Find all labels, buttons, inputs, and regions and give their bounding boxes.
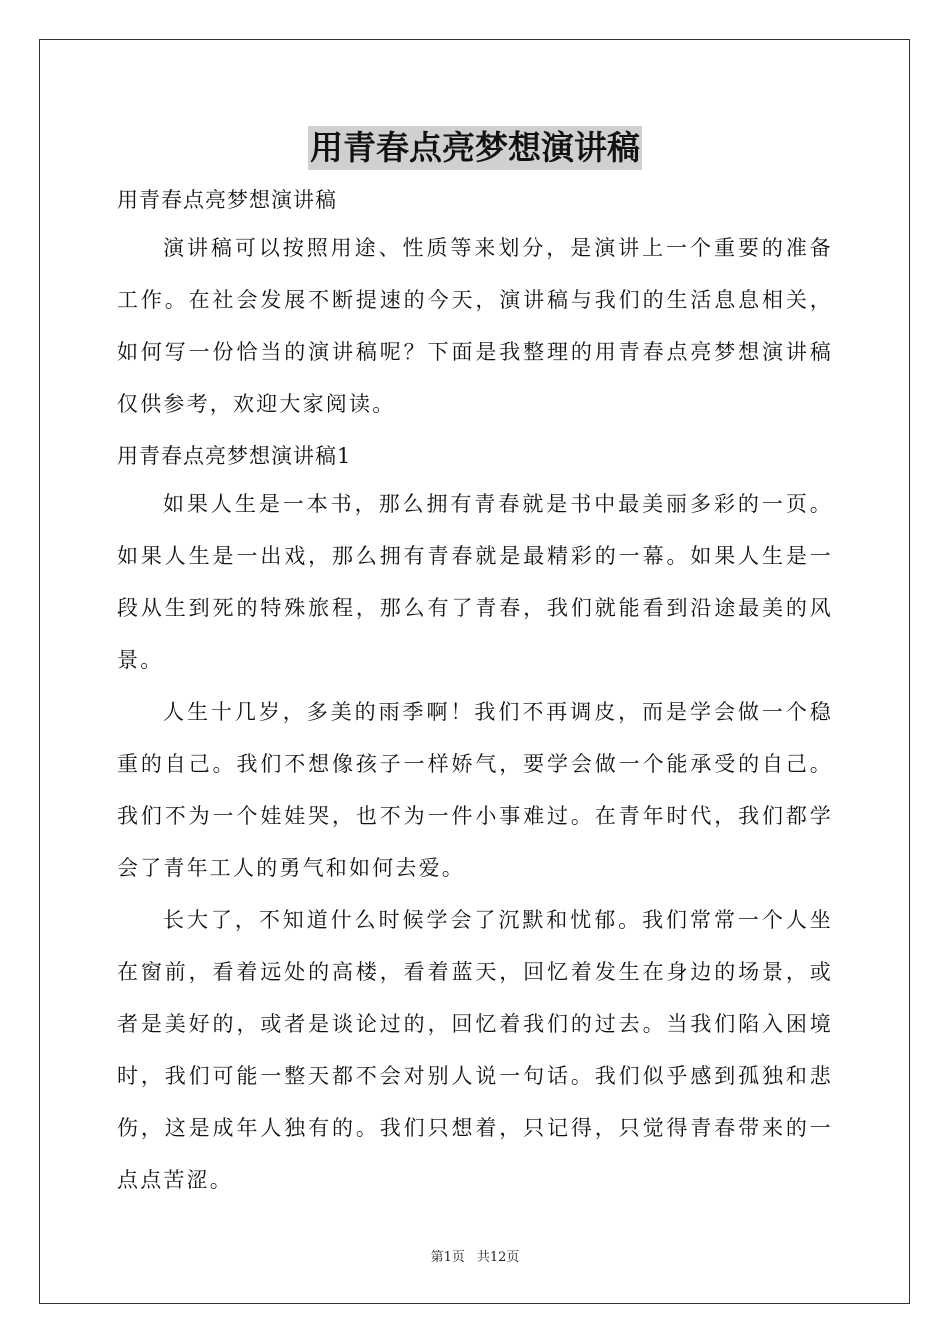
document-body: [117, 178, 833, 1206]
title-area: [0, 126, 950, 170]
intro-paragraph: 演讲稿可以按照用途、性质等来划分，是演讲上一个重要的准备工作。在社会发展不断提速的今天，演讲稿与我们的生活息息相关，如何写一份恰当的演讲稿呢？下面是我整理的用青春点亮梦想演讲稿仅供参考，欢迎大家阅读。: [117, 236, 833, 416]
section-heading: 用青春点亮梦想演讲稿1: [117, 444, 352, 468]
body-paragraph: 人生十几岁，多美的雨季啊！我们不再调皮，而是学会做一个稳重的自己。我们不想像孩子一样娇气，要学会做一个能承受的自己。我们不为一个娃娃哭，也不为一件小事难过。在青年时代，我们都学会了青年工人的勇气和如何去爱。: [117, 700, 833, 880]
page-total: 共12页: [476, 1250, 520, 1265]
page-footer: [0, 1246, 950, 1265]
document-title: 用青春点亮梦想演讲稿: [308, 126, 642, 170]
body-paragraph: 长大了，不知道什么时候学会了沉默和忧郁。我们常常一个人坐在窗前，看着远处的高楼，看着蓝天，回忆着发生在身边的场景，或者是美好的，或者是谈论过的，回忆着我们的过去。当我们陷入困境时，我们可能一整天都不会对别人说一句话。我们似乎感到孤独和悲伤，这是成年人独有的。我们只想着，只记得，只觉得青春带来的一点点苦涩。: [117, 908, 833, 1192]
document-subtitle: 用青春点亮梦想演讲稿: [117, 188, 337, 212]
body-paragraph: 如果人生是一本书，那么拥有青春就是书中最美丽多彩的一页。如果人生是一出戏，那么拥有青春就是最精彩的一幕。如果人生是一段从生到死的特殊旅程，那么有了青春，我们就能看到沿途最美的风景。: [117, 492, 833, 672]
page-number: 第1页: [430, 1250, 465, 1265]
